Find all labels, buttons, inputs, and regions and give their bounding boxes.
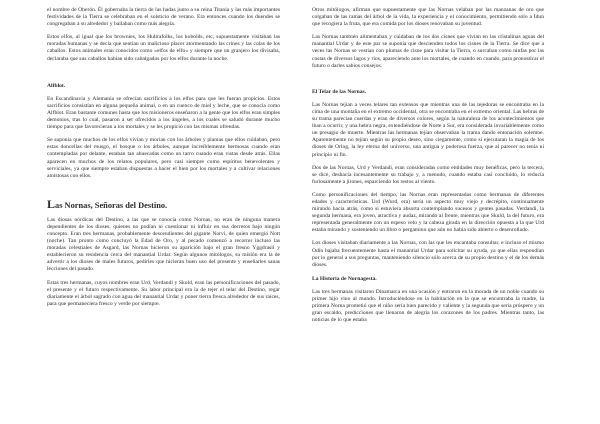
paragraph: Estas tres hermanas, cuyos nombres eran Urd, Verdandi y Skuld, eran las personificaciones del pasado, el presente y el futuro respectivamente. Su labor principal era la de tejer el telar del Destino, regar diariamente el árbol sagrado con agua del manantial Urdar y poner tierra fresca alrededor de sus raíces, para que permaneciera fresco y verde por siempre. xyxy=(47,279,280,307)
paragraph: Otros mitólogos, afirman que supuestamente que las Nornas velaban por las manzanas de oro que colgaban de las ramas del árbol de la vida, la experiencia y el conocimiento, permitiendo sólo a Idun que recogiera la fruta, que era comida por los dioses renovaban su juventud. xyxy=(312,7,544,28)
paragraph: Los dioses visitaban diariamente a las Nornas, con las que les encantaba consultar, e incluso el mismo Odín bajaba frecuentemente hasta el manantial Urdar para solicitar su ayuda, ya que ellas respondían por lo general a sus preguntas, manteniendo silencio sólo acerca de su propio destino y el de los demás dioses. xyxy=(312,240,544,268)
paragraph: Estos elfos, al igual que los brownies, los Hultrafolks, los kobolds, etc, supuestamente visitaban las moradas humanas y se decía que sentían un malicioso placer atormentando las crines y las colas de los caballos. Estos animales eran conocidos como «elfos de elfo» y siempre que un granjero los divisaba, declaraba que sus caballos habían sido cabalgados por los elfos durante la noche. xyxy=(47,34,280,62)
paragraph: Las Nornas tejían a veces telares tan extensos que mientras una de las tejedoras se encontraba en la cima de una montaña en el extremo occidental, otra se encontraba en el extremo oriental. Las hebras de su trama parecían cuerdas y eran de diversos colores, según la naturaleza de los acontecimientos que iban a ocurrir, y una hebra negra, extendiéndose de Norte a Sur, era considerada invariablemente como un presagio de muerte. Mientras las hermanas tejían observaban la trama dando entonación solemne. Aparentemente no tejían según su propio deseo, sino ciegamente, como si ejecutaran la magia de los dioses de Orlog, la ley eterna del universo, una antigua y poderosa fuerza, que al parecer no tenía ni principio ni fin. xyxy=(312,101,544,158)
right-column xyxy=(312,7,544,330)
paragraph: Las Nornas también alimentaban y cuidaban de los dos cisnes que vivían en las cristalinas aguas del manantial Urdar y de este par se suponía que descienden todos los cisnes de la Tierra. Se dice que a veces las Nornas se vestían con plumas de cisne para visitar la Tierra, o surcaban como ninfas por las costas de diversos lagos y ríos, apareciendo ante los mortales, de cuando en cuando, para pronosticar el futuro o darles sabios consejos. xyxy=(312,34,544,69)
drop-initial: L xyxy=(47,196,56,211)
section-heading-nornagesta: La Historia de Nornagesta. xyxy=(312,275,377,282)
section-heading-nornas xyxy=(47,196,280,211)
heading-text: as Nornas, Señoras del Destino. xyxy=(55,200,168,210)
paragraph: Dos de las Nornas, Urd y Verdandi, eran consideradas como entidades muy benéficas, pero la tercera, se dice, deshacía incesantemente su trabajo y, a menudo, cuando estaba casi concluido, lo reducía furiosamente a jirones, esparciendo los restos al viento. xyxy=(312,164,544,185)
left-column xyxy=(47,7,280,314)
paragraph: En Escandinavia y Alemania se ofrecían sacrificios a los elfos para que les fueran propicios. Estos sacrificios consistían en alguna pequeña animal, o en un cuenco de miel y leche, que se conocía como Alfblot. Eran bastante comunes hasta que los misioneros enseñaron a la gente que los elfos eran simples demonios, tras lo cual, pasaron a ser ofrecidos a los ángeles, a los cuales se saludó durante mucho tiempo para que favorecieran a los mortales y se les propició con las mismas ofrendas. xyxy=(47,95,280,131)
section-heading-telar: El Telar de las Nornas. xyxy=(312,88,367,95)
paragraph: Las diosas nórdicas del Destino, a las que se conocía como Nornas, no eran de ninguna manera dependientes de los dioses, quienes no podían ni cuestionar ni influir en sus decretos bajo ningún concepto. Eran tres hermanas, probablemente descendientes del gigante Norvi, de quien emergió Nott (noche). Tan pronto como concluyó la Edad de Oro, y al pecado comenzó a recorrer incluso las moradas celestiales de Asgard, las Nornas hicieron su aparición bajo el gran fresno Yggdrasil y establecieron su residencia cerca del manantial Urdar. Según algunos mitólogos, su misión era la de advertir a los dioses de males futuros, pedirles que hicieran buen uso del presente y enseñarles sanas lecciones del pasado. xyxy=(47,216,280,273)
paragraph: Se suponía que muchos de los elfos vivían y morían con los árboles y plantas que ellos cuidaban, pero estas doncellas del musgo, el bosque o los árboles, aunque increíblemente hermosas cuando eran contempladas por delante, estaban tan ahuecadas como un tarro cuando eran vistas desde atrás. Ellas aparecen en muchos de los relatos populares, pero casi siempre como espíritus benevolentes y serviciales, ya que siempre estaban dispuestas a hacer el bien por los mortales y a cultivar relaciones amistosas con ellos. xyxy=(47,137,280,179)
paragraph: Las tres hermanas visitaron Dinamarca en una ocasión y entraron en la morada de un noble cuando su primer hijo vino al mundo. Introduciéndose en la habitación en la que se encontraba la madre, la primera Norna prometió que el niño sería bien parecido y valiente y la segunda que sería próspero y un gran escaldo, predicciones que llenaron de alegría los corazones de los padres. Mientras tanto, las noticias de lo que estaba xyxy=(312,288,544,324)
paragraph: Como personificaciones del tiempo, las Nornas eran representadas como hermanas de diferentes edades y características. Urd (Wurd, era) sería un aspecto muy viejo y decrépito, continuamente mirando hacia atrás, como si estuviera absorta contemplando sucesos y gentes pasadas. Verdandi, la segunda hermana, era joven, atractiva y audaz, mirando al frente, mientras que Skuld, la del futuro, era representada generalmente con un espeso velo y la cabeza girada en la dirección opuesta a la que Urd estaba mirando y sosteniendo un libro o pergamino que aún no había sido abierto o desenrollado. xyxy=(312,191,544,234)
section-heading-alfblot: Alfblot. xyxy=(47,82,66,89)
paragraph: el nombre de Oberón. Él gobernaba la tierra de las hadas junto a su reina Titania y las más importantes festividades de la Tierra se celebraban en el solsticio de verano. Era entonces cuando los duendes se congregaban a su alrededor y bailaban como más alegría. xyxy=(47,7,280,28)
